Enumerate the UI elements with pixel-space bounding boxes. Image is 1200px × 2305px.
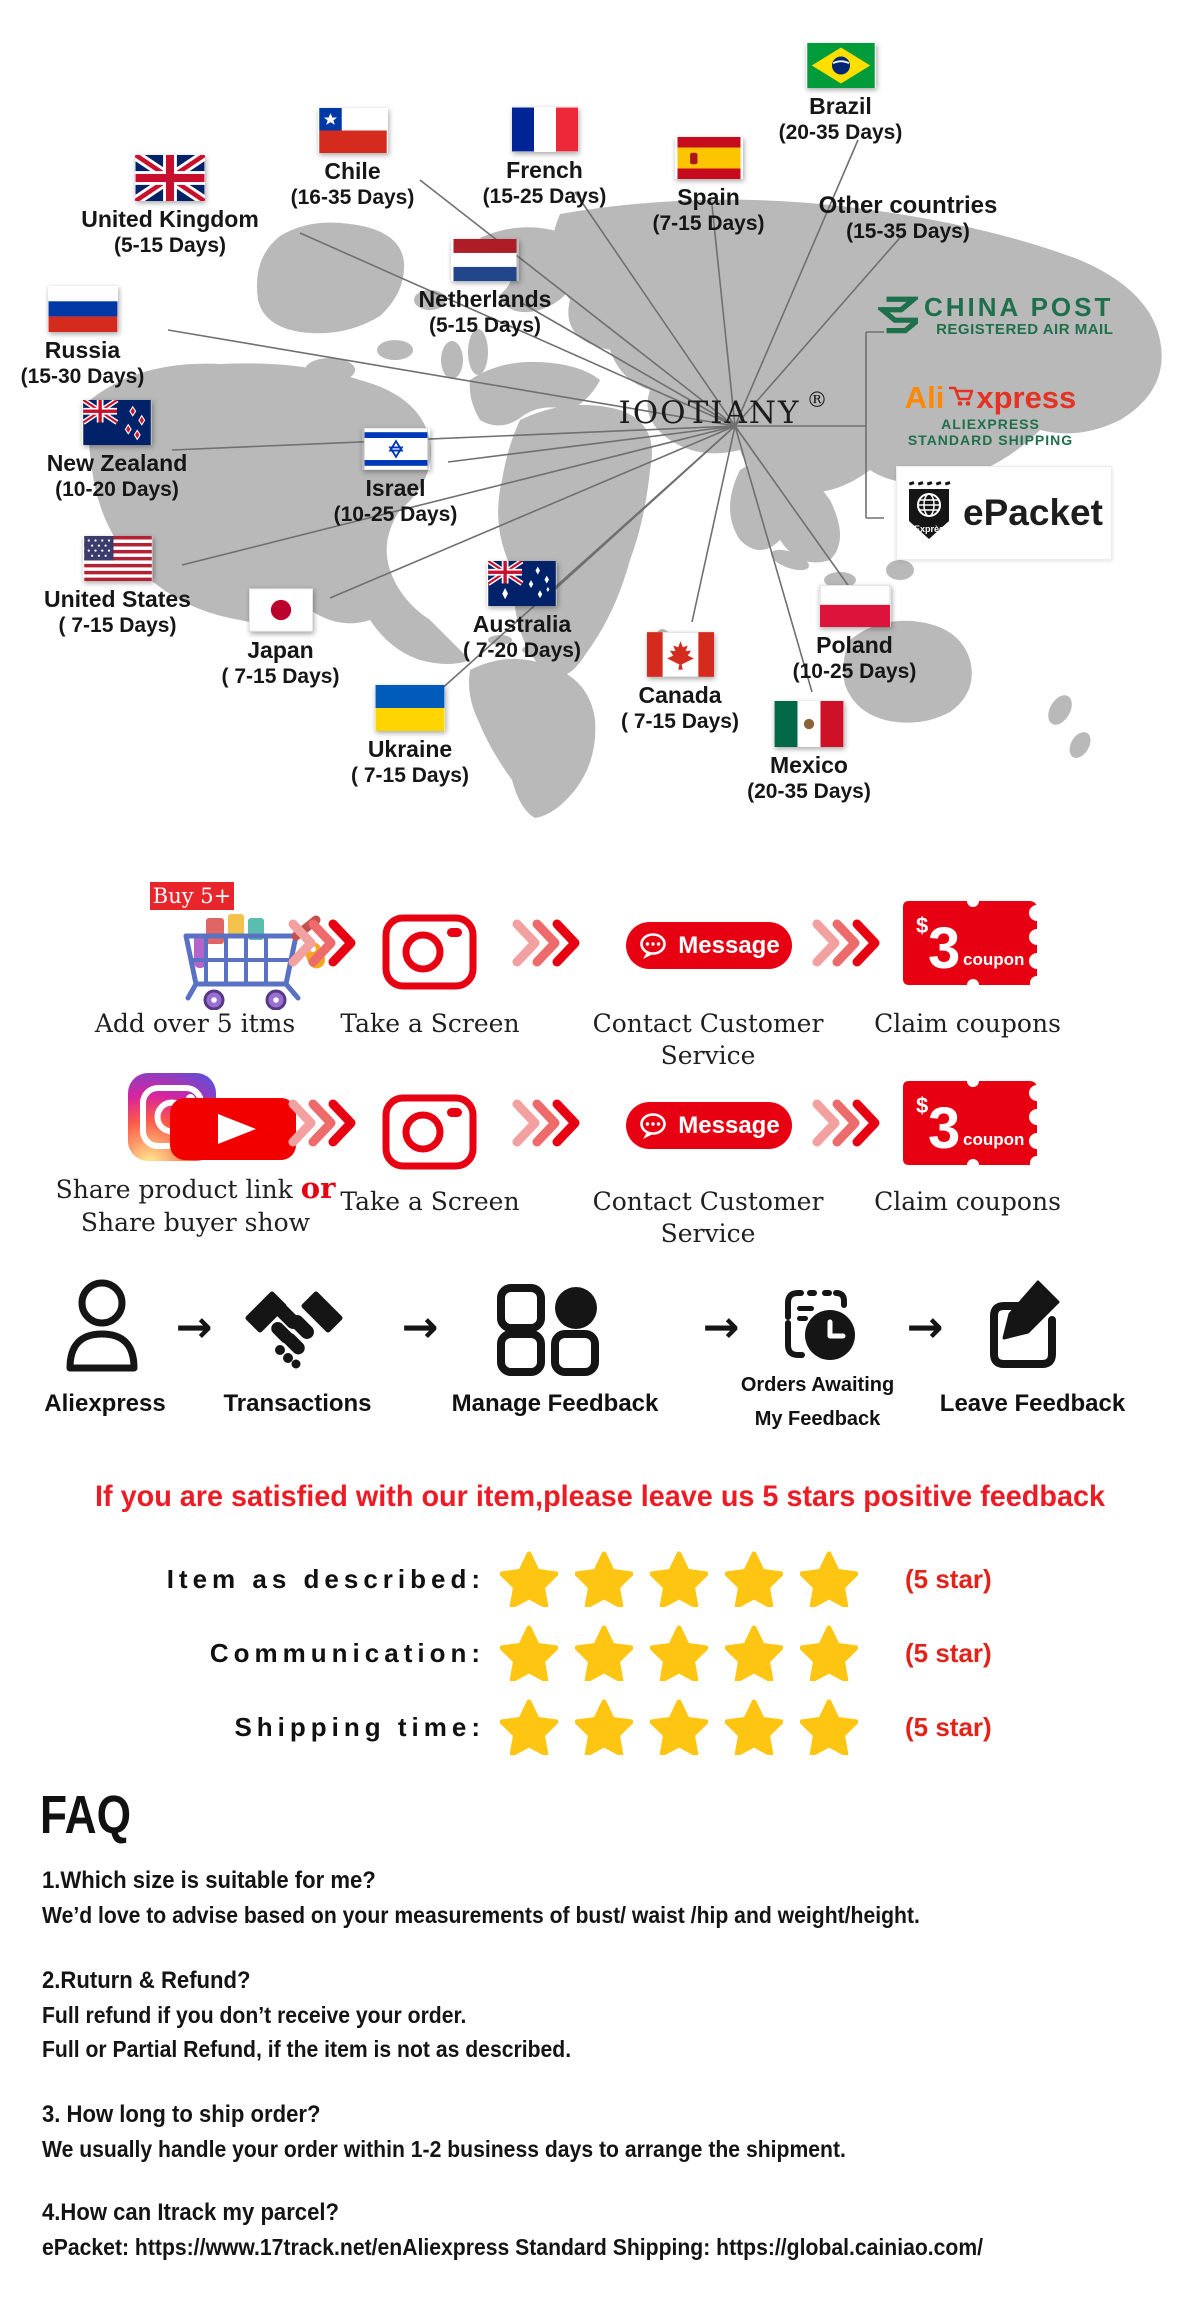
rating-row-label: Communication: [209, 1638, 485, 1668]
rating-row-label: Shipping time: [234, 1712, 485, 1742]
country-israel [313, 428, 478, 528]
country-name: United States [44, 586, 191, 612]
step-caption: Take a Screen [340, 1009, 520, 1038]
rating-suffix: (5 star) [905, 1638, 992, 1668]
flow-step-label: Transactions [223, 1390, 372, 1417]
brazil-flag-icon [758, 43, 923, 88]
epacket-logo [896, 466, 1112, 560]
speech-bubble-icon [638, 932, 670, 960]
faq-question: 2.Ruturn & Refund? [42, 1967, 251, 1994]
country-name: Russia [44, 337, 121, 363]
flow-step-label: My Feedback [754, 1408, 881, 1430]
orders-awaiting-icon [774, 1279, 862, 1367]
star-icon [650, 1699, 708, 1755]
share-line2: Share buyer show [80, 1208, 311, 1237]
star-icon [725, 1551, 783, 1607]
country-name: Australia [472, 611, 572, 637]
star-icon [575, 1625, 633, 1681]
country-ukraine [326, 685, 494, 789]
country-days: (10-20 Days) [55, 478, 179, 501]
country-united-kingdom [55, 155, 285, 259]
country-days: ( 7-20 Days) [463, 639, 581, 662]
svg-text:$: $ [916, 913, 929, 938]
arrow-icon: → [401, 1302, 439, 1353]
step-caption: Take a Screen [340, 1187, 520, 1216]
country-name: French [506, 157, 583, 183]
country-days: ( 7-15 Days) [221, 665, 340, 688]
step-caption: Add over 5 itms [94, 1009, 296, 1038]
chevrons-icon [812, 1098, 880, 1148]
china-post-emblem-icon [878, 293, 918, 339]
arrow-icon: → [906, 1302, 944, 1353]
star-icon [725, 1699, 783, 1755]
country-french [462, 107, 627, 210]
china-post-logo [878, 293, 1178, 339]
netherlands-flag-icon [400, 239, 570, 281]
country-name: United Kingdom [81, 206, 259, 232]
country-days: ( 7-15 Days) [621, 710, 739, 733]
star-row [500, 1550, 858, 1608]
faq-answer: ePacket: https://www.17track.net/enAliexpress Standard Shipping: https://global.cainiao.com/ [42, 2234, 984, 2260]
camera-icon [381, 906, 478, 992]
country-days: ( 7-15 Days) [351, 764, 469, 787]
arrow-icon: → [702, 1302, 740, 1353]
china-post-subtitle: REGISTERED AIR MAIL [936, 321, 1114, 338]
star-icon [650, 1625, 708, 1681]
epacket-shield-icon [905, 480, 953, 546]
aliexpress-ali: Ali [904, 380, 945, 415]
russia-flag-icon [0, 286, 165, 332]
person-icon [60, 1276, 144, 1372]
camera-icon [381, 1086, 478, 1172]
share-or: or [300, 1171, 336, 1205]
france-flag-icon [462, 107, 627, 152]
star-icon [500, 1551, 558, 1607]
australia-flag-icon [438, 561, 606, 606]
faq-question: 3. How long to ship order? [42, 2101, 321, 2128]
epacket-label: ePacket [963, 492, 1103, 533]
faq-answer: Full or Partial Refund, if the item is not as described. [42, 2036, 572, 2062]
chevrons-icon [512, 1098, 580, 1148]
mexico-flag-icon [725, 701, 893, 747]
chevrons-icon [512, 918, 580, 968]
faq-question: 4.How can Itrack my parcel? [42, 2199, 339, 2226]
manage-feedback-icon [496, 1282, 600, 1376]
country-name: Chile [324, 158, 381, 184]
star-icon [800, 1551, 858, 1607]
step-caption: Claim coupons [874, 1009, 1061, 1038]
step-caption: Contact Customer Service [592, 1009, 824, 1070]
rating-suffix: (5 star) [905, 1564, 992, 1594]
country-days: (10-25 Days) [333, 503, 458, 526]
speech-bubble-icon [638, 1112, 670, 1140]
star-icon [500, 1699, 558, 1755]
faq-answer: We’d love to advise based on your measurements of bust/ waist /hip and weight/height. [42, 1902, 920, 1928]
brand-logo [598, 388, 848, 431]
country-name: Netherlands [418, 286, 552, 312]
flow-step-label: Manage Feedback [451, 1390, 659, 1417]
leave-feedback-icon [988, 1278, 1066, 1370]
star-icon [575, 1699, 633, 1755]
message-label: Message [678, 931, 780, 959]
aliexpress-xpress: xpress [976, 380, 1077, 415]
country-days: (10-25 Days) [792, 660, 917, 683]
country-name: Poland [816, 632, 893, 658]
country-days: (15-30 Days) [20, 365, 145, 388]
handshake-icon [244, 1282, 344, 1372]
registered-mark: ® [806, 388, 828, 412]
arrow-icon: → [175, 1302, 213, 1353]
faq-answer: We usually handle your order within 1-2 business days to arrange the shipment. [42, 2136, 846, 2162]
country-name: Ukraine [367, 736, 453, 762]
country-days: (20-35 Days) [778, 121, 903, 144]
flow-step-label: Leave Feedback [939, 1390, 1126, 1417]
coupon-ticket-icon [903, 1081, 1037, 1165]
country-japan [198, 588, 363, 690]
country-other [808, 192, 1008, 245]
message-label: Message [678, 1111, 780, 1139]
chile-flag-icon [270, 108, 435, 153]
star-icon [650, 1551, 708, 1607]
country-name: Spain [677, 184, 740, 210]
country-united-states [30, 536, 205, 639]
svg-text:coupon: coupon [963, 1130, 1025, 1149]
israel-flag-icon [313, 428, 478, 470]
country-days: ( 7-15 Days) [58, 614, 177, 637]
new-zealand-flag-icon [33, 400, 201, 445]
faq-question: 1.Which size is suitable for me? [42, 1867, 376, 1894]
country-name: Israel [365, 475, 426, 501]
aliexpress-line2: ALIEXPRESS [941, 416, 1040, 432]
us-flag-icon [30, 536, 205, 581]
country-netherlands [400, 239, 570, 339]
flow-step-label: Orders Awaiting [740, 1374, 895, 1396]
star-row [500, 1624, 858, 1682]
poland-flag-icon [772, 585, 937, 627]
country-australia [438, 561, 606, 664]
chevrons-icon [288, 918, 356, 968]
country-spain [626, 137, 791, 237]
country-name: Mexico [770, 752, 848, 778]
faq-title: FAQ [40, 1785, 132, 1845]
country-days: (5-15 Days) [113, 234, 227, 257]
share-line1: Share product link [55, 1175, 293, 1204]
chevrons-icon [812, 918, 880, 968]
star-icon [800, 1625, 858, 1681]
country-name: Japan [247, 637, 314, 663]
share-caption [38, 1172, 353, 1239]
china-post-title: CHINA POST [924, 292, 1114, 322]
rating-suffix: (5 star) [905, 1712, 992, 1742]
star-icon [500, 1625, 558, 1681]
rating-row-label: Item as described: [166, 1564, 485, 1594]
message-button [626, 922, 792, 969]
message-button [626, 1102, 792, 1149]
ukraine-flag-icon [326, 685, 494, 731]
faq-answer: Full refund if you don’t receive your order. [42, 2002, 467, 2028]
country-mexico [725, 701, 893, 805]
country-days: (15-25 Days) [482, 185, 607, 208]
country-russia [0, 286, 165, 390]
star-row [500, 1698, 858, 1756]
buy5-badge: Buy 5+ [150, 882, 234, 910]
step-caption: Contact Customer Service [592, 1187, 824, 1248]
star-icon [725, 1625, 783, 1681]
flow-step-label: Aliexpress [44, 1390, 166, 1417]
country-days: (20-35 Days) [747, 780, 871, 803]
country-days: (16-35 Days) [290, 186, 415, 209]
chevrons-icon [288, 1098, 356, 1148]
country-name: Other countries [818, 192, 998, 219]
country-brazil [758, 43, 923, 146]
uk-flag-icon [55, 155, 285, 201]
aliexpress-cart-icon [946, 382, 974, 408]
coupon-ticket-icon [903, 901, 1037, 985]
aliexpress-line3: STANDARD SHIPPING [907, 432, 1074, 448]
feedback-banner: If you are satisfied with our item,please leave us 5 stars positive feedback [94, 1480, 1106, 1513]
country-name: New Zealand [46, 450, 188, 476]
svg-text:$: $ [916, 1093, 929, 1118]
country-days: (7-15 Days) [652, 212, 765, 235]
canada-flag-icon [596, 632, 764, 677]
country-name: Canada [638, 682, 722, 708]
country-days: (5-15 Days) [428, 314, 542, 337]
country-days: (15-35 Days) [846, 220, 970, 243]
star-icon [800, 1699, 858, 1755]
country-name: Brazil [809, 93, 872, 119]
aliexpress-logo [893, 380, 1088, 448]
country-chile [270, 108, 435, 211]
country-new-zealand [33, 400, 201, 503]
svg-text:3: 3 [928, 1096, 961, 1161]
country-poland [772, 585, 937, 685]
brand-name: IOOTIANY [618, 395, 801, 431]
svg-text:coupon: coupon [963, 950, 1025, 969]
japan-flag-icon [198, 588, 363, 632]
step-caption: Claim coupons [874, 1187, 1061, 1216]
youtube-icon [170, 1098, 296, 1160]
svg-text:3: 3 [928, 916, 961, 981]
svg-text:Exprès: Exprès [914, 524, 945, 534]
star-icon [575, 1551, 633, 1607]
